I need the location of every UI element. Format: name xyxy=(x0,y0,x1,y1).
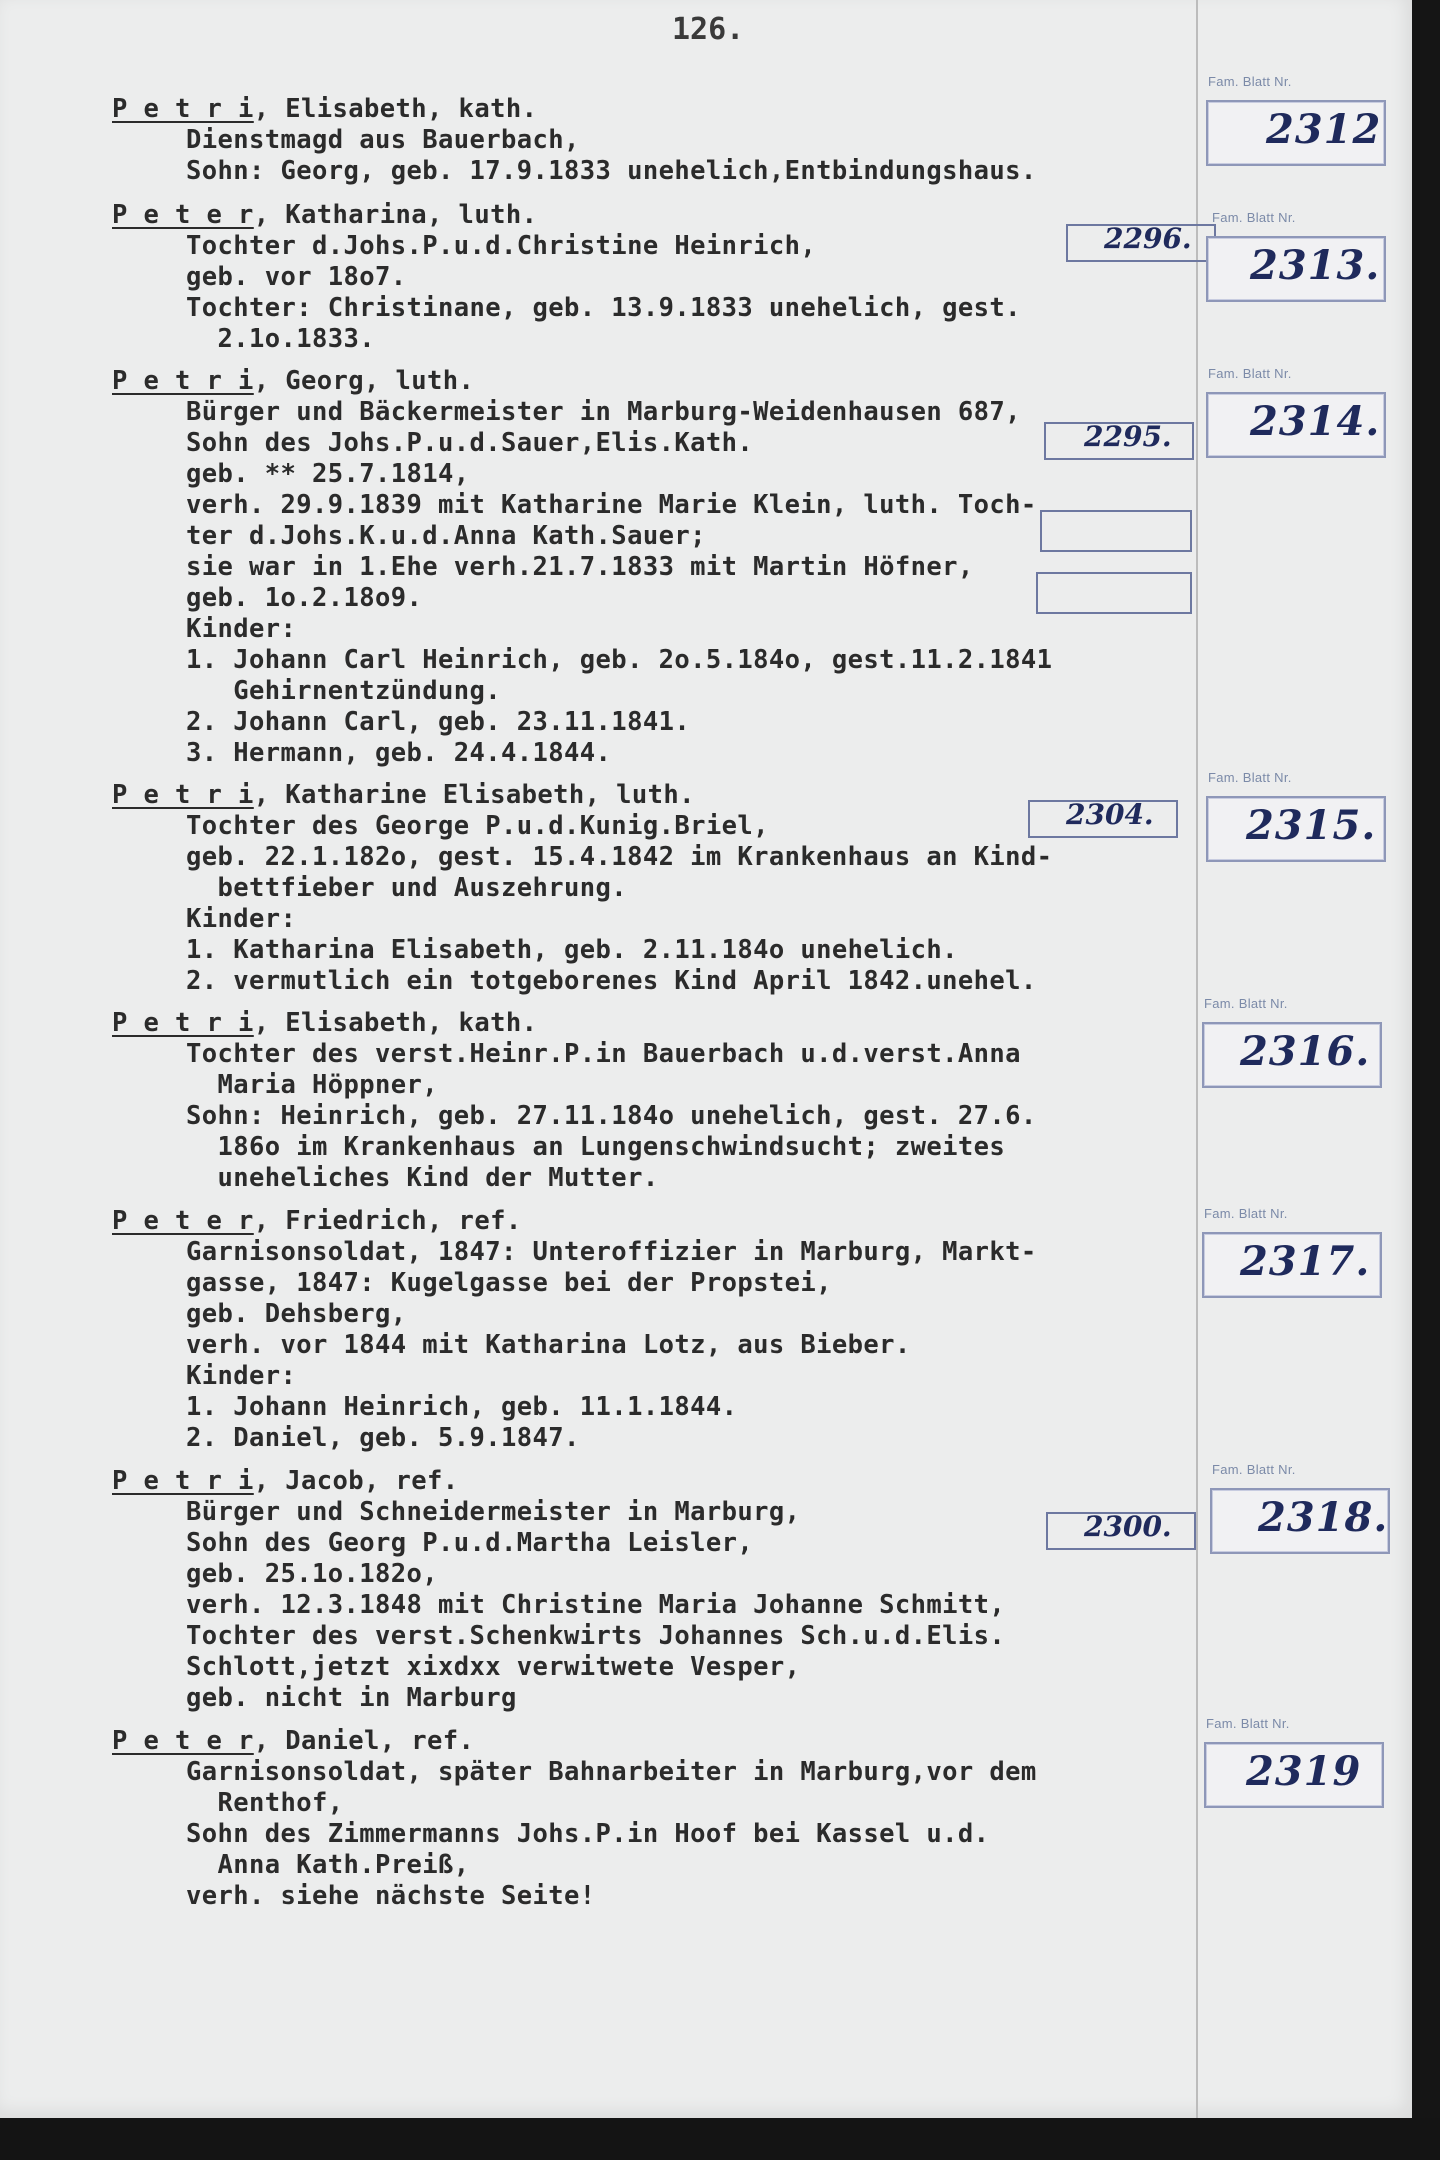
empty-ref-box xyxy=(1036,572,1192,614)
fam-blatt-number: 2315. xyxy=(1246,802,1377,849)
entry-line: Tochter des verst.Schenkwirts Johannes Sch.u.d.Elis. xyxy=(186,1621,1006,1651)
fam-blatt-label: Fam. Blatt Nr. xyxy=(1212,1462,1296,1477)
margin-rule xyxy=(1196,0,1198,2118)
ref-number: 2295. xyxy=(1084,420,1172,453)
fam-blatt-label: Fam. Blatt Nr. xyxy=(1204,996,1288,1011)
entry-line: Sohn des Zimmermanns Johs.P.in Hoof bei Kassel u.d. xyxy=(186,1819,990,1849)
entry-line: bettfieber und Auszehrung. xyxy=(186,873,628,903)
fam-blatt-label: Fam. Blatt Nr. xyxy=(1208,366,1292,381)
fam-blatt-number: 2317. xyxy=(1240,1238,1371,1285)
fam-blatt-number: 2314. xyxy=(1250,398,1381,445)
entry-line: Gehirnentzündung. xyxy=(186,676,502,706)
fam-blatt-label: Fam. Blatt Nr. xyxy=(1208,74,1292,89)
entry-surname: P e t r i xyxy=(112,1008,254,1038)
entry-line: 2. Daniel, geb. 5.9.1847. xyxy=(186,1423,580,1453)
entry-surname: P e t r i xyxy=(112,780,254,810)
entry-line: verh. 29.9.1839 mit Katharine Marie Klein, luth. Toch- xyxy=(186,490,1037,520)
fam-blatt-number: 2316. xyxy=(1240,1028,1371,1075)
entry-line: verh. vor 1844 mit Katharina Lotz, aus Bieber. xyxy=(186,1330,911,1360)
fam-blatt-label: Fam. Blatt Nr. xyxy=(1204,1206,1288,1221)
entry-line: Dienstmagd aus Bauerbach, xyxy=(186,125,580,155)
entry-line: Sohn: Heinrich, geb. 27.11.184o unehelich, gest. 27.6. xyxy=(186,1101,1037,1131)
entry-heading xyxy=(112,780,695,811)
entry-line: Tochter d.Johs.P.u.d.Christine Heinrich, xyxy=(186,231,817,261)
entry-heading xyxy=(112,1466,459,1497)
ref-number: 2300. xyxy=(1084,1510,1172,1543)
entry-heading-rest: , Elisabeth, kath. xyxy=(253,1008,538,1038)
entry-heading-rest: , Georg, luth. xyxy=(253,366,475,396)
entry-line: gasse, 1847: Kugelgasse bei der Propstei, xyxy=(186,1268,832,1298)
entry-surname: P e t e r xyxy=(112,1206,254,1236)
entry-heading-rest: , Friedrich, ref. xyxy=(253,1206,522,1236)
entry-line: geb. nicht in Marburg xyxy=(186,1683,517,1713)
fam-blatt-number: 2312 xyxy=(1266,106,1382,153)
entry-surname: P e t e r xyxy=(112,200,254,230)
entry-heading xyxy=(112,94,537,125)
entry-line: verh. siehe nächste Seite! xyxy=(186,1881,596,1911)
entry-line: Tochter des George P.u.d.Kunig.Briel, xyxy=(186,811,769,841)
entry-line: geb. ** 25.7.1814, xyxy=(186,459,470,489)
entry-surname: P e t r i xyxy=(112,366,254,396)
entry-line: 3. Hermann, geb. 24.4.1844. xyxy=(186,738,612,768)
entry-line: 2.1o.1833. xyxy=(186,324,376,354)
empty-ref-box xyxy=(1040,510,1192,552)
entry-heading-rest: , Katharina, luth. xyxy=(253,200,538,230)
entry-heading xyxy=(112,1206,522,1237)
entry-heading xyxy=(112,200,537,231)
entry-line: verh. 12.3.1848 mit Christine Maria Johanne Schmitt, xyxy=(186,1590,1006,1620)
fam-blatt-label: Fam. Blatt Nr. xyxy=(1206,1716,1290,1731)
entry-surname: P e t e r xyxy=(112,1726,254,1756)
entry-line: Maria Höppner, xyxy=(186,1070,439,1100)
ref-number: 2296. xyxy=(1104,222,1192,255)
entry-line: Kinder: xyxy=(186,614,297,644)
entry-line: geb. Dehsberg, xyxy=(186,1299,407,1329)
entry-line: 2. vermutlich ein totgeborenes Kind April 1842.unehel. xyxy=(186,966,1037,996)
scan-edge-bottom xyxy=(0,2118,1440,2160)
entry-line: Kinder: xyxy=(186,904,297,934)
entry-line: 186o im Krankenhaus an Lungenschwindsucht; zweites xyxy=(186,1132,1006,1162)
entry-surname: P e t r i xyxy=(112,1466,254,1496)
entry-line: geb. 1o.2.18o9. xyxy=(186,583,423,613)
entry-line: geb. vor 18o7. xyxy=(186,262,407,292)
entry-line: 1. Johann Heinrich, geb. 11.1.1844. xyxy=(186,1392,738,1422)
entry-line: Anna Kath.Preiß, xyxy=(186,1850,470,1880)
entry-heading-rest: , Jacob, ref. xyxy=(253,1466,459,1496)
entry-line: Sohn des Georg P.u.d.Martha Leisler, xyxy=(186,1528,754,1558)
fam-blatt-number: 2318. xyxy=(1258,1494,1389,1541)
entry-line: 1. Johann Carl Heinrich, geb. 2o.5.184o, gest.11.2.1841 xyxy=(186,645,1053,675)
entry-heading-rest: , Daniel, ref. xyxy=(253,1726,475,1756)
entry-line: geb. 25.1o.182o, xyxy=(186,1559,439,1589)
entry-line: 2. Johann Carl, geb. 23.11.1841. xyxy=(186,707,691,737)
entry-line: Sohn: Georg, geb. 17.9.1833 unehelich,Entbindungshaus. xyxy=(186,156,1037,186)
entry-heading xyxy=(112,1008,537,1039)
entry-line: 1. Katharina Elisabeth, geb. 2.11.184o unehelich. xyxy=(186,935,958,965)
fam-blatt-label: Fam. Blatt Nr. xyxy=(1208,770,1292,785)
entry-line: uneheliches Kind der Mutter. xyxy=(186,1163,659,1193)
entry-line: Kinder: xyxy=(186,1361,297,1391)
entry-line: Sohn des Johs.P.u.d.Sauer,Elis.Kath. xyxy=(186,428,754,458)
entry-line: Tochter des verst.Heinr.P.in Bauerbach u.d.verst.Anna xyxy=(186,1039,1021,1069)
entry-surname: P e t r i xyxy=(112,94,254,124)
entry-line: Garnisonsoldat, später Bahnarbeiter in Marburg,vor dem xyxy=(186,1757,1037,1787)
fam-blatt-number: 2319 xyxy=(1246,1748,1362,1795)
entry-heading xyxy=(112,366,474,397)
entry-line: ter d.Johs.K.u.d.Anna Kath.Sauer; xyxy=(186,521,706,551)
page-number: 126. xyxy=(672,12,745,47)
entry-line: Tochter: Christinane, geb. 13.9.1833 unehelich, gest. xyxy=(186,293,1021,323)
ref-number: 2304. xyxy=(1066,798,1154,831)
entry-line: Garnisonsoldat, 1847: Unteroffizier in Marburg, Markt- xyxy=(186,1237,1037,1267)
entry-heading xyxy=(112,1726,474,1757)
entry-line: geb. 22.1.182o, gest. 15.4.1842 im Krankenhaus an Kind- xyxy=(186,842,1053,872)
entry-line: Bürger und Schneidermeister in Marburg, xyxy=(186,1497,801,1527)
entry-line: Schlott,jetzt xixdxx verwitwete Vesper, xyxy=(186,1652,801,1682)
entry-heading-rest: , Katharine Elisabeth, luth. xyxy=(253,780,695,810)
fam-blatt-label: Fam. Blatt Nr. xyxy=(1212,210,1296,225)
entry-heading-rest: , Elisabeth, kath. xyxy=(253,94,538,124)
entry-line: Renthof, xyxy=(186,1788,344,1818)
scan-edge-right xyxy=(1412,0,1440,2160)
fam-blatt-number: 2313. xyxy=(1250,242,1381,289)
entry-line: sie war in 1.Ehe verh.21.7.1833 mit Martin Höfner, xyxy=(186,552,974,582)
entry-line: Bürger und Bäckermeister in Marburg-Weidenhausen 687, xyxy=(186,397,1021,427)
